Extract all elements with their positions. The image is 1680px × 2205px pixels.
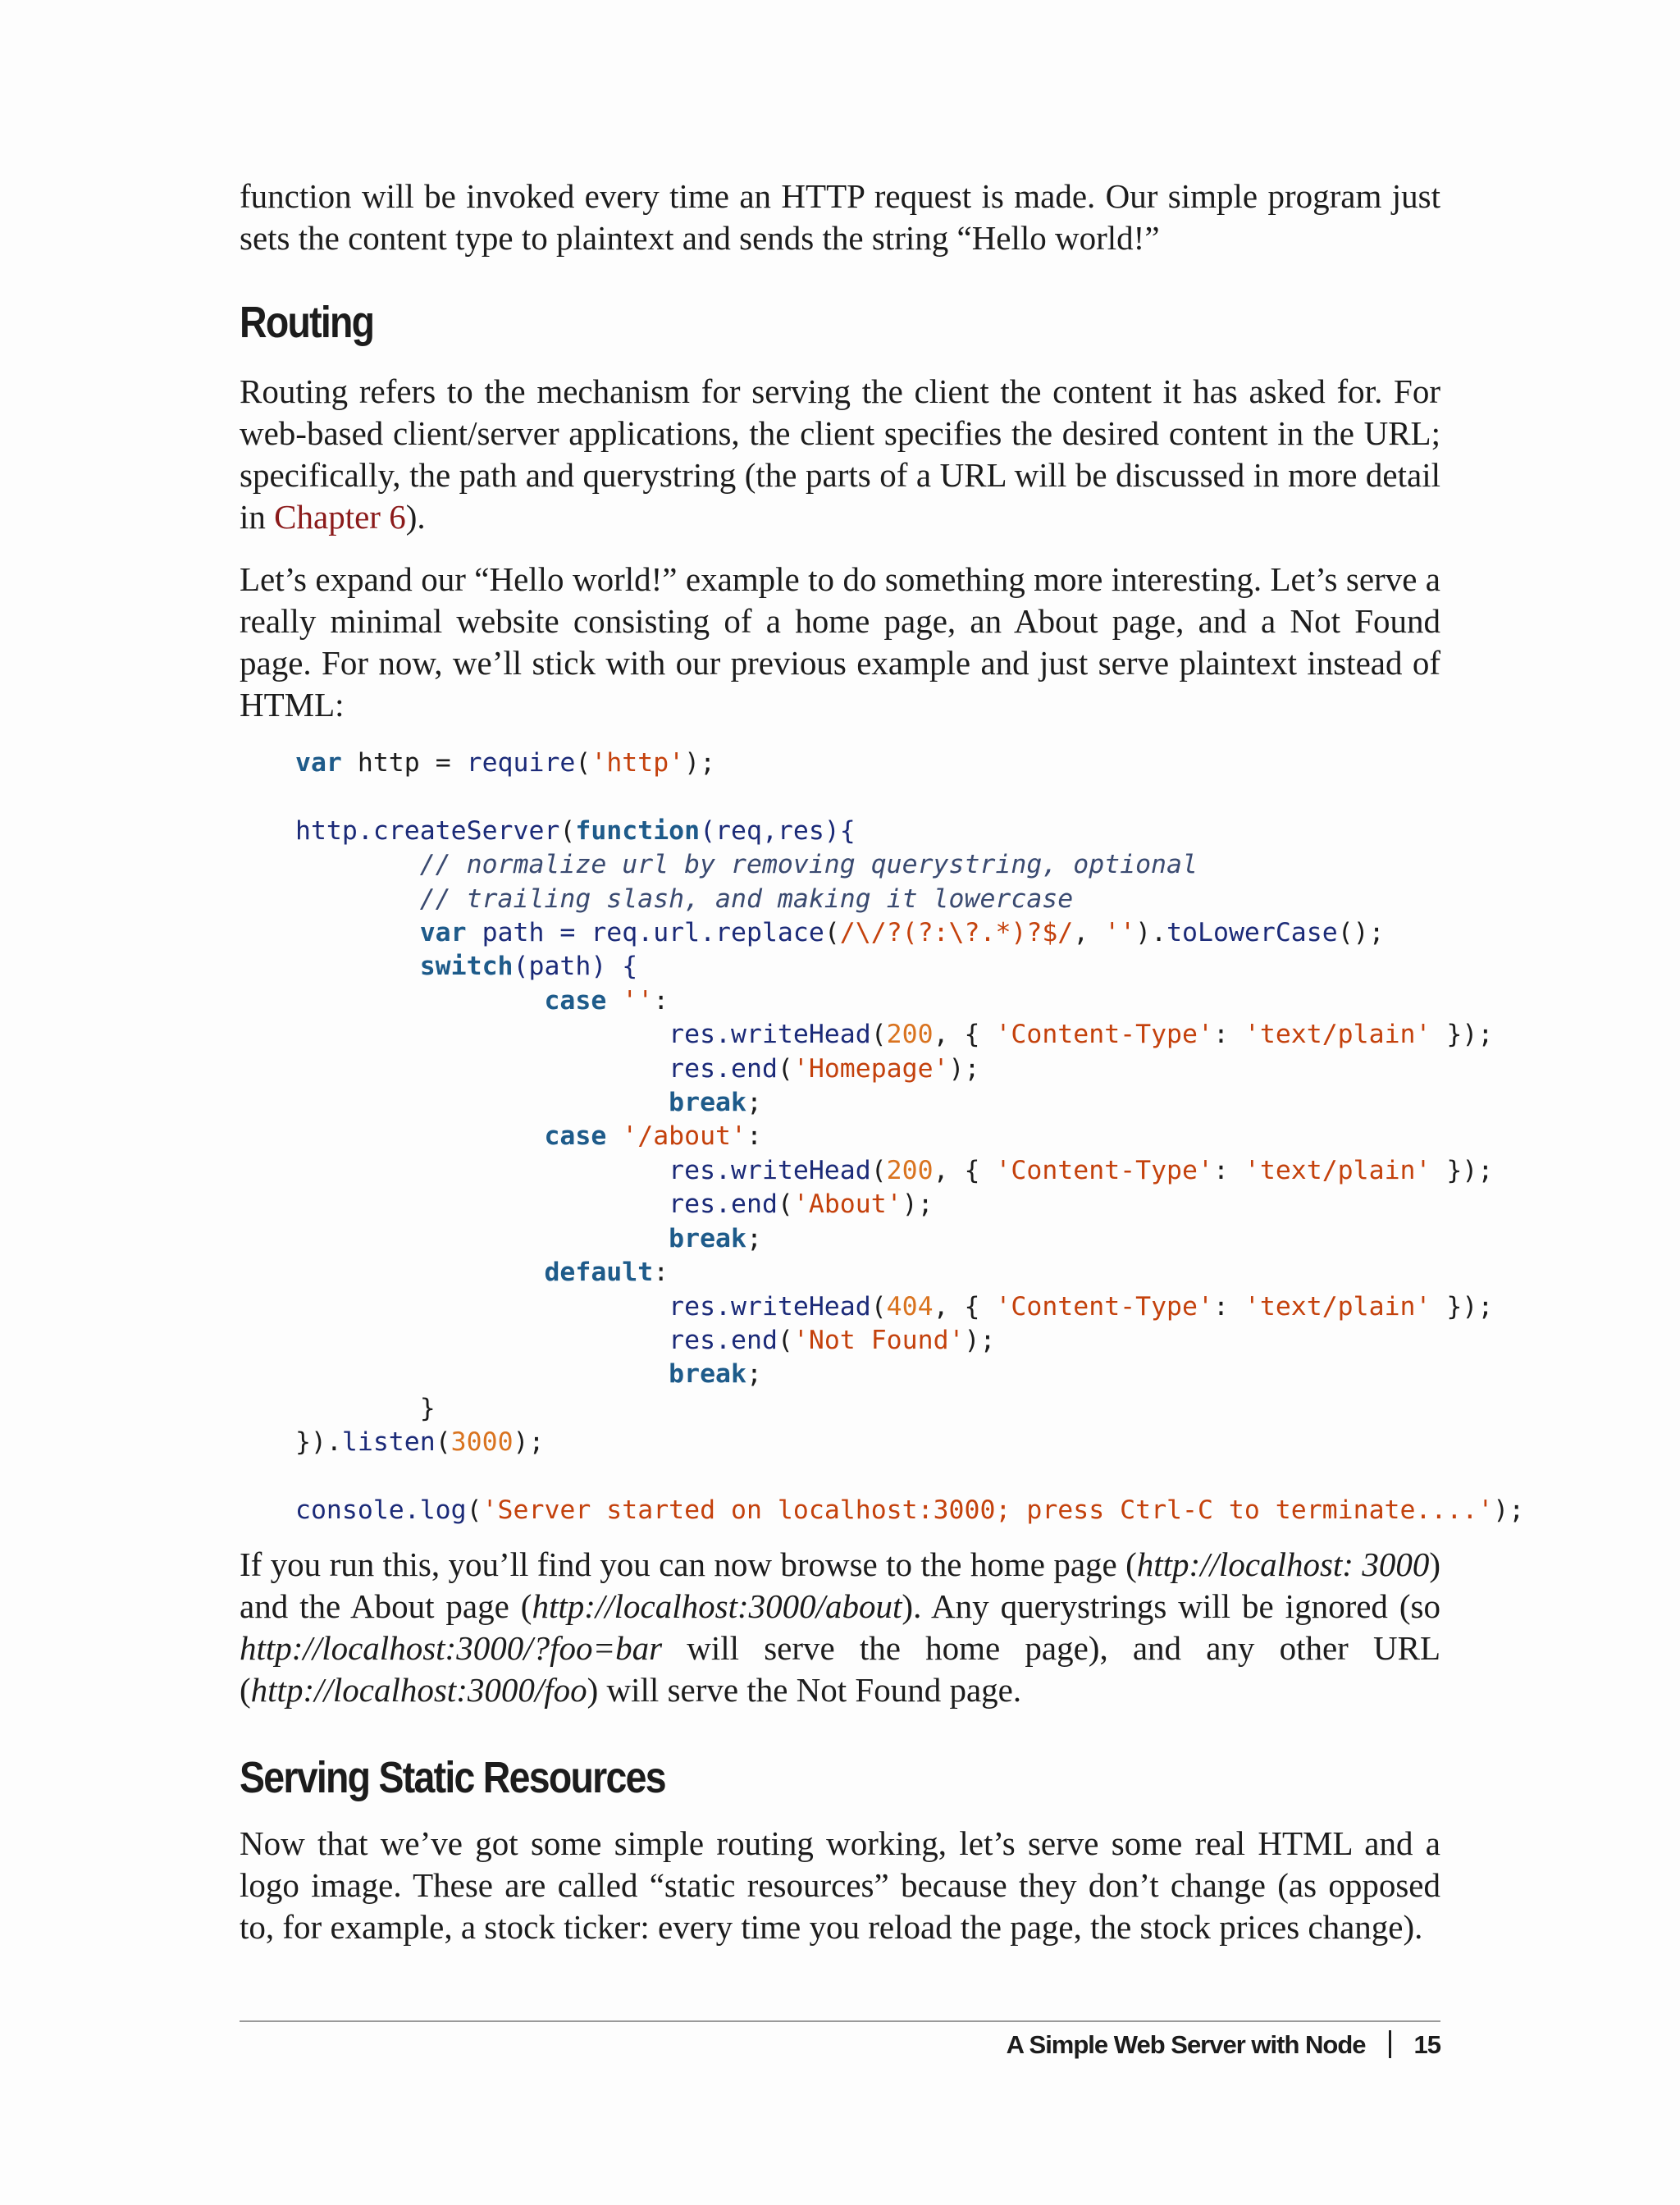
footer-divider <box>240 2020 1440 2022</box>
code-token: }). <box>295 1427 342 1458</box>
code-token: } <box>419 1393 436 1423</box>
section-heading-static-resources: Serving Static Resources <box>240 1753 665 1802</box>
code-token: 'text/plain' <box>1244 1291 1431 1322</box>
code-token: ); <box>684 748 716 778</box>
code-token: listen <box>341 1427 436 1458</box>
code-token: 'Content-Type' <box>995 1020 1213 1050</box>
code-token: 200 <box>886 1020 934 1050</box>
code-token: 'Server started on localhost:3000; press Ctrl-C to terminate....' <box>482 1495 1494 1525</box>
code-token: 200 <box>886 1155 934 1185</box>
code-token: http = <box>341 748 467 778</box>
code-token: : <box>746 1121 762 1152</box>
footer-separator <box>1389 2030 1391 2058</box>
code-token: toLowerCase <box>1166 918 1338 948</box>
code-token: 'About' <box>792 1189 902 1220</box>
code-token: require <box>466 748 576 778</box>
code-token: (path) { <box>513 952 638 982</box>
code-token: switch <box>419 952 514 982</box>
code-token: res.end <box>669 1189 778 1220</box>
code-token: res.writeHead <box>669 1155 871 1185</box>
code-token: '' <box>1104 918 1136 948</box>
code-token: req.url.replace <box>591 918 824 948</box>
url-about[interactable]: http://localhost:3000/about <box>532 1587 902 1625</box>
page-footer <box>1007 2030 1440 2060</box>
code-token: 'http' <box>591 748 685 778</box>
section-heading-routing: Routing <box>240 298 374 347</box>
routing-heading-wrap <box>240 297 1440 348</box>
code-token: http.createServer <box>295 815 560 846</box>
routing-p1-text: Routing refers to the mechanism for serving the client the content it has asked for. For web-based client/server applications, the client specifies the desired content in the URL; specifically, the path and querystring (the parts of a URL will be discussed in more detail in <box>240 372 1440 536</box>
text-run: ) will serve the Not Found page. <box>587 1671 1022 1709</box>
code-token: ; <box>746 1088 762 1118</box>
code-token: , <box>1073 918 1105 948</box>
code-token: ; <box>746 1359 762 1390</box>
code-token: ( <box>824 918 840 948</box>
code-token: ( <box>559 815 576 846</box>
code-token: path = <box>466 918 591 948</box>
code-token: function <box>575 815 701 846</box>
code-token: break <box>669 1088 746 1118</box>
code-token: 'Not Found' <box>792 1325 965 1355</box>
text-run: ) and the About page ( <box>240 1545 1440 1625</box>
code-token: 'Content-Type' <box>995 1155 1213 1185</box>
code-token: '' <box>622 985 654 1016</box>
code-token: (req,res){ <box>700 815 856 846</box>
code-token: 404 <box>886 1291 934 1322</box>
intro-paragraph: function will be invoked every time an HTTP request is made. Our simple program just sets the content type to plaintext and sends the string “Hello world!” <box>240 177 1440 257</box>
code-token: default <box>544 1258 654 1288</box>
url-querystring[interactable]: http://localhost:3000/?foo=bar <box>240 1629 663 1667</box>
chapter-6-link[interactable]: Chapter 6 <box>274 498 406 536</box>
code-comment: // normalize url by removing querystring, optional <box>419 850 1198 880</box>
code-token: res.writeHead <box>669 1291 871 1322</box>
static-paragraph: Now that we’ve got some simple routing working, let’s serve some real HTML and a logo image. These are called “static resources” because they don’t change (as opposed to, for example, a stock ticker: every time you reload the page, the stock prices change). <box>240 1824 1440 1946</box>
routing-paragraph-2: Let’s expand our “Hello world!” example to do something more interesting. Let’s serve a really minimal website consisting of a home page, an About page, and a Not Found page. For now, we’ll stick with our previous example and just serve plaintext instead of HTML: <box>240 560 1440 724</box>
code-token: : <box>653 985 669 1016</box>
code-listing: var http = require('http'); http.createServer(function(req,res){ // normalize url by removing querystring, optional // trailing slash, and making it lowercase var path = req.url.replace(/\/?(?:\?.*)?$/, '').toLowerCase(); switch(path) { case '': res.writeHead(200, { 'Content-Type': 'text/plain' }); res.end('Homepage'); break; case '/about': res.writeHead(200, { 'Content-Type': 'text/plain' }); res.end('About'); break; default: res.writeHead(404, { 'Content-Type': 'text/plain' }); res.end('Not Found'); break; } }).listen(3000); console.log('Server started on localhost:3000; press Ctrl-C to terminate....'); <box>295 748 1525 1525</box>
code-token: var <box>419 918 467 948</box>
code-token: break <box>669 1359 746 1390</box>
routing-paragraph-1 <box>240 371 1440 538</box>
code-token: ; <box>746 1223 762 1253</box>
code-token: 'Content-Type' <box>995 1291 1213 1322</box>
text-run: If you run this, you’ll find you can now browse to the home page ( <box>240 1545 1137 1583</box>
code-token: case <box>544 985 607 1016</box>
text-run: will serve the home page), and any other URL ( <box>240 1629 1440 1709</box>
code-token: ). <box>1135 918 1167 948</box>
code-token: ( <box>575 748 591 778</box>
code-token: : <box>653 1258 669 1288</box>
text-run: ). Any querystrings will be ignored (so <box>902 1587 1440 1625</box>
code-token: break <box>669 1223 746 1253</box>
code-token: '/about' <box>622 1121 746 1152</box>
code-token: 'text/plain' <box>1244 1155 1431 1185</box>
code-token: 'text/plain' <box>1244 1020 1431 1050</box>
url-foo[interactable]: http://localhost:3000/foo <box>250 1671 587 1709</box>
page-number: 15 <box>1413 2030 1440 2059</box>
after-code-paragraph <box>240 1544 1440 1711</box>
code-token: (); <box>1337 918 1385 948</box>
code-token: var <box>295 748 342 778</box>
code-token: res.end <box>669 1053 778 1084</box>
code-token: 3000 <box>450 1427 514 1458</box>
code-token: /\/?(?:\?.*)?$/ <box>839 918 1074 948</box>
code-token: console.log <box>295 1495 467 1525</box>
code-comment: // trailing slash, and making it lowercase <box>419 883 1074 914</box>
url-home[interactable]: http://localhost: 3000 <box>1136 1545 1430 1583</box>
code-token: res.end <box>669 1325 778 1355</box>
static-heading-wrap <box>240 1752 1440 1803</box>
routing-p1-end: ). <box>405 498 426 536</box>
code-token: 'Homepage' <box>792 1053 949 1084</box>
code-token: res.writeHead <box>669 1020 871 1050</box>
footer-chapter-title: A Simple Web Server with Node <box>1006 2030 1366 2059</box>
code-token: case <box>544 1121 607 1152</box>
